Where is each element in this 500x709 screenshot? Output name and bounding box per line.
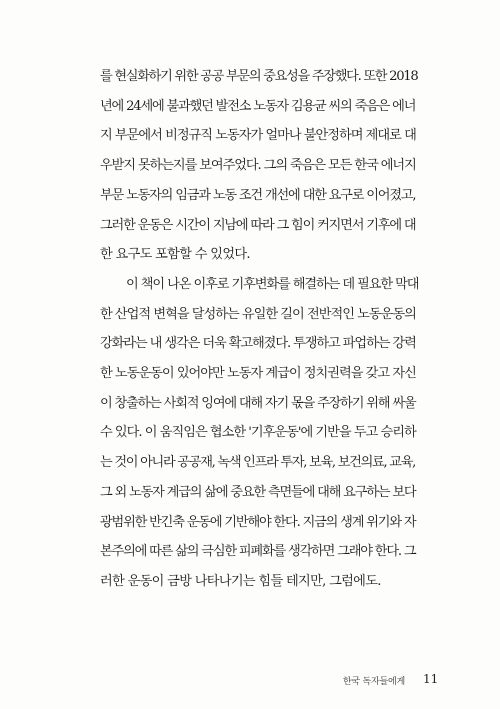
running-head: 한국 독자들에게 (342, 677, 405, 687)
paragraph-1 (100, 62, 418, 270)
text-line: 이 책이 나온 이후로 기후변화를 해결하는 데 필요한 막대 (126, 276, 419, 292)
paragraph-2 (100, 270, 418, 597)
text-line: 강화라는 내 생각은 더욱 확고해졌다. 투쟁하고 파업하는 강력 (100, 336, 416, 352)
text-line: 그 외 노동자 계급의 삶에 중요한 측면들에 대해 요구하는 보다 (100, 484, 416, 500)
body-text (100, 62, 418, 597)
text-line: 우받지 못하는지를 보여주었다. 그의 죽음은 모든 한국 에너지 (100, 158, 416, 174)
text-line: 년에 24세에 불과했던 발전소 노동자 김용균 씨의 죽음은 에너 (100, 98, 416, 114)
text-line: 한 노동운동이 있어야만 노동자 계급이 정치권력을 갖고 자신 (100, 366, 416, 382)
page-number: 11 (423, 672, 439, 686)
text-line: 수 있다. 이 움직임은 협소한 '기후운동'에 기반을 두고 승리하 (100, 425, 416, 441)
text-line: 한 요구도 포함할 수 있었다. (100, 247, 250, 263)
text-line: 러한 운동이 금방 나타나기는 힘들 테지만, 그럼에도. (100, 573, 381, 589)
text-line: 이 창출하는 사회적 잉여에 대해 자기 몫을 주장하기 위해 싸울 (100, 395, 416, 411)
text-line: 부문 노동자의 임금과 노동 조건 개선에 대한 요구로 이어졌고, (100, 187, 416, 203)
text-line: 한 산업적 변혁을 달성하는 유일한 길이 전반적인 노동운동의 (100, 306, 416, 322)
text-line: 본주의에 따른 삶의 극심한 피폐화를 생각하면 그래야 한다. 그 (100, 544, 416, 560)
text-line: 를 현실화하기 위한 공공 부문의 중요성을 주장했다. 또한 2018 (100, 69, 418, 84)
text-line: 는 것이 아니라 공공재, 녹색 인프라 투자, 보육, 보건의료, 교육, (100, 455, 416, 471)
text-line: 그러한 운동은 시간이 지남에 따라 그 힘이 커지면서 기후에 대 (100, 217, 416, 233)
text-line: 광범위한 반긴축 운동에 기반해야 한다. 지금의 생계 위기와 자 (100, 514, 416, 530)
page-footer (0, 672, 500, 692)
text-line: 지 부문에서 비정규직 노동자가 얼마나 불안정하며 제대로 대 (100, 128, 416, 144)
